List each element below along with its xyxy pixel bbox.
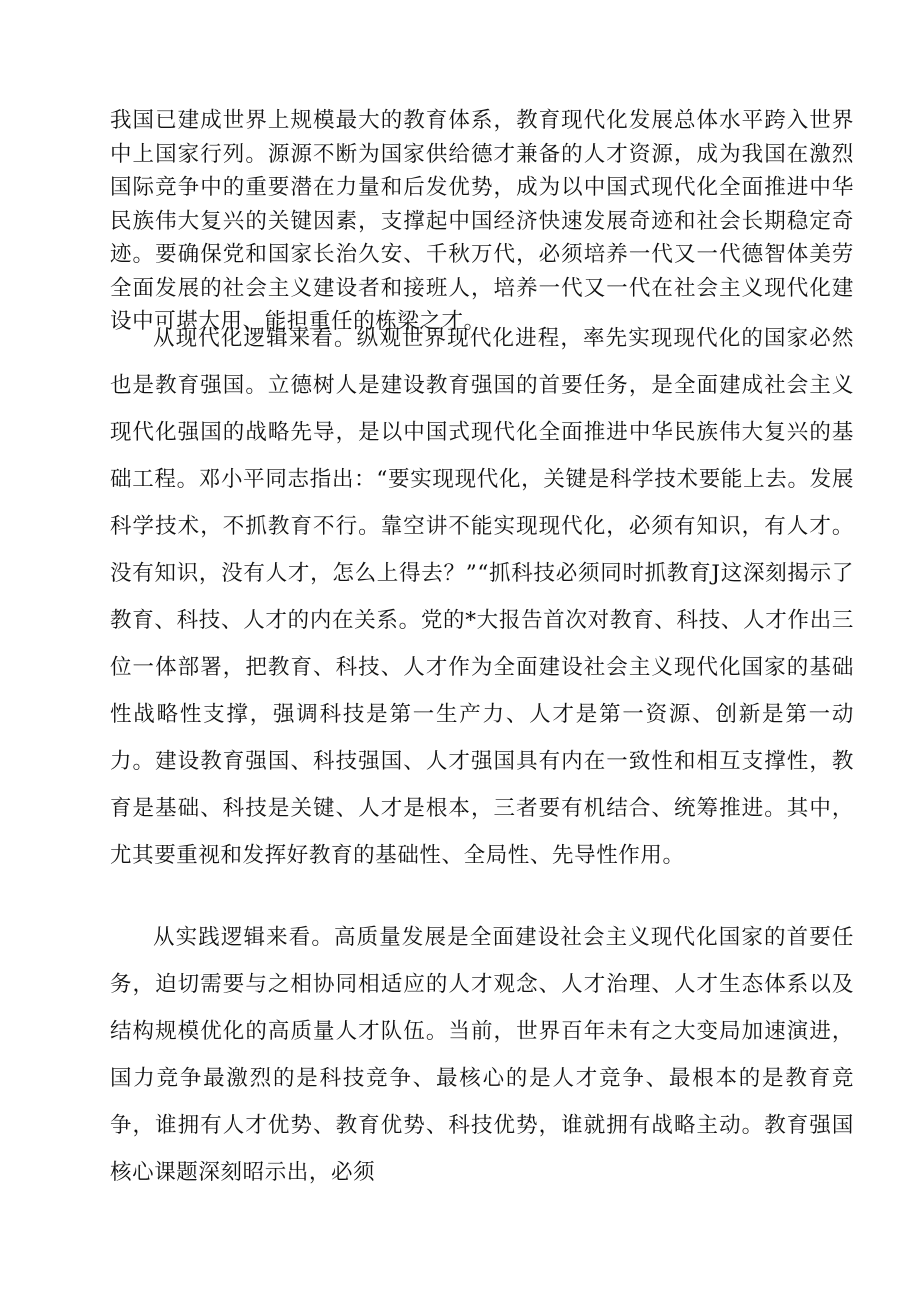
paragraph-practice-logic: 从实践逻辑来看。高质量发展是全面建设社会主义现代化国家的首要任务，迫切需要与之相协同相适应的人才观念、人才治理、人才生态体系以及结构规模优化的高质量人才队伍。当前，世界百年未有之大变局加速演进，国力竞争最激烈的是科技竞争、最核心的是人才竞争、最根本的是教育竞争，谁拥有人才优势、教育优势、科技优势，谁就拥有战略主动。教育强国核心课题深刻昭示出，必须 [110,925,854,1185]
paragraph-education-system: 我国已建成世界上规模最大的教育体系，教育现代化发展总体水平跨入世界中上国家行列。源源不断为国家供给德才兼备的人才资源，成为我国在激烈国际竞争中的重要潜在力量和后发优势，成为以中国式现代化全面推进中华民族伟大复兴的关键因素，支撑起中国经济快速发展奇迹和社会长期稳定奇迹。要确保党和国家长治久安、千秋万代，必须培养一代又一代德智体美劳全面发展的社会主义建设者和接班人，培养一代又一代在社会主义现代化建设中可堪大用、能担重任的栋梁之才。 [110,108,854,334]
paragraph-modernization-logic: 从现代化逻辑来看。纵观世界现代化进程，率先实现现代化的国家必然也是教育强国。立德树人是建设教育强国的首要任务，是全面建成社会主义现代化强国的战略先导，是以中国式现代化全面推进中华民族伟大复兴的基础工程。邓小平同志指出：“要实现现代化，关键是科学技术要能上去。发展科学技术，不抓教育不行。靠空讲不能实现现代化，必须有知识，有人才。没有知识，没有人才，怎么上得去？”“抓科技必须同时抓教育J这深刻揭示了教育、科技、人才的内在关系。党的*大报告首次对教育、科技、人才作出三位一体部署，把教育、科技、人才作为全面建设社会主义现代化国家的基础性战略性支撑，强调科技是第一生产力、人才是第一资源、创新是第一动力。建设教育强国、科技强国、人才强国具有内在一致性和相互支撑性，教育是基础、科技是关键、人才是根本，三者要有机结合、统筹推进。其中，尤其要重视和发挥好教育的基础性、全局性、先导性作用。 [110,326,854,868]
